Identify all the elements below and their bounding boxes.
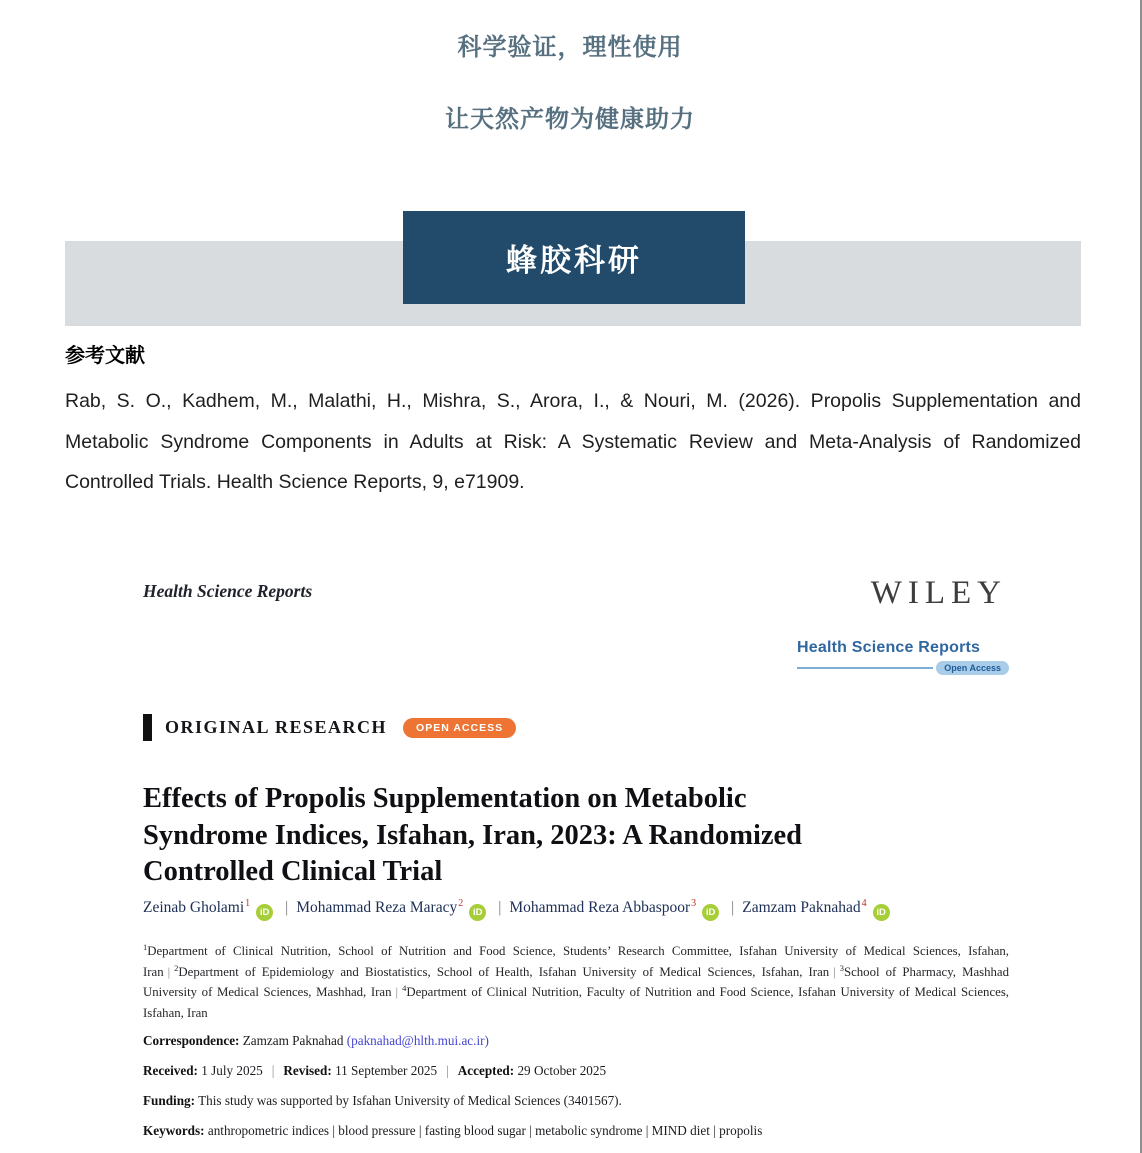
- date-label: Accepted:: [457, 1063, 515, 1078]
- orcid-icon[interactable]: iD: [256, 904, 273, 921]
- affiliation-separator: |: [395, 985, 399, 999]
- orcid-icon[interactable]: iD: [702, 904, 719, 921]
- paper-first-page: [143, 575, 1009, 1153]
- keywords-row: [143, 1123, 762, 1139]
- banner-title: 蜂胶科研: [506, 243, 642, 278]
- funding-label: Funding:: [143, 1093, 196, 1108]
- reference-section: [65, 339, 1081, 503]
- wiley-logo: WILEY: [870, 575, 1007, 611]
- affiliation-superscript: 4: [402, 983, 407, 993]
- author-name: Zamzam Paknahad: [742, 899, 861, 916]
- tagline-line-1: 科学验证，理性使用: [457, 34, 683, 61]
- article-type-row: [143, 714, 516, 741]
- author-separator: |: [731, 899, 735, 916]
- journal-brand-block: [797, 639, 1009, 675]
- article-type-label: ORIGINAL RESEARCH: [165, 717, 388, 737]
- correspondence-label: Correspondence:: [143, 1033, 240, 1048]
- affiliation-separator: |: [833, 964, 836, 979]
- keywords-text: anthropometric indices | blood pressure | fasting blood sugar | metabolic syndrome | MIND diet | propolis: [207, 1123, 763, 1138]
- authors-row: [143, 899, 894, 921]
- author-separator: |: [498, 899, 502, 916]
- author-superscript: 3: [691, 898, 697, 909]
- affiliation-superscript: 3: [839, 962, 844, 973]
- date-value: 1 July 2025: [201, 1063, 263, 1078]
- article-type-bar: [143, 714, 152, 741]
- author-superscript: 4: [861, 898, 867, 909]
- author-separator: |: [285, 899, 289, 916]
- date-value: 29 October 2025: [517, 1063, 607, 1078]
- journal-brand-rule: [797, 661, 1009, 675]
- author-superscript: 1: [245, 898, 251, 909]
- date-label: Revised:: [283, 1063, 332, 1078]
- author-superscript: 2: [458, 898, 464, 909]
- affiliation-superscript: 1: [143, 942, 148, 952]
- correspondence-name: Zamzam Paknahad: [242, 1033, 344, 1048]
- affiliation-text: Department of Clinical Nutrition, Faculty of Nutrition and Food Science, Isfahan University of Medical Sciences, Isfahan, Iran: [143, 985, 1009, 1020]
- affiliation-text: Department of Epidemiology and Biostatistics, School of Health, Isfahan University of Medical Sciences, Isfahan, Iran: [178, 964, 830, 979]
- banner-title-box: [403, 211, 745, 304]
- open-access-badge: Open Access: [936, 661, 1009, 675]
- keywords-label: Keywords:: [143, 1123, 205, 1138]
- journal-running-head: Health Science Reports: [143, 581, 313, 601]
- dates-separator: |: [271, 1063, 275, 1078]
- orcid-icon[interactable]: iD: [873, 904, 890, 921]
- reference-heading: 参考文献: [65, 345, 145, 367]
- paper-title-line: Syndrome Indices, Isfahan, Iran, 2023: A Randomized: [143, 819, 803, 851]
- author-name: Mohammad Reza Maracy: [296, 899, 458, 916]
- dates-separator: |: [446, 1063, 449, 1078]
- affiliation-text: School of Pharmacy, Mashhad University of Medical Sciences, Mashhad, Iran: [143, 964, 1009, 999]
- date-label: Received:: [143, 1063, 198, 1078]
- funding-row: [143, 1093, 622, 1109]
- affiliation-separator: |: [167, 964, 171, 979]
- date-value: 11 September 2025: [335, 1063, 438, 1078]
- author-name: Zeinab Gholami: [143, 899, 245, 916]
- affiliations: [143, 942, 1009, 1023]
- author-name: Mohammad Reza Abbaspoor: [509, 899, 691, 916]
- brand-underline: [797, 667, 933, 669]
- affiliation-superscript: 2: [174, 962, 179, 973]
- dates-row: [143, 1063, 606, 1079]
- tagline-line-2: 让天然产物为健康助力: [445, 106, 695, 133]
- reference-citation: Rab, S. O., Kadhem, M., Malathi, H., Mishra, S., Arora, I., & Nouri, M. (2026). Propolis Supplementation and Metabolic Syndrome Components in Adults at Risk: A Systematic Review and Meta-Analysis of Randomized Controlled Trials. Health Science Reports, 9, e71909.: [65, 390, 1081, 493]
- paper-title-line: Effects of Propolis Supplementation on Metabolic: [143, 783, 747, 814]
- orcid-icon[interactable]: iD: [469, 904, 486, 921]
- correspondence-email-link[interactable]: (paknahad@hlth.mui.ac.ir): [346, 1033, 489, 1048]
- correspondence-row: [143, 1033, 489, 1049]
- paper-title: [143, 781, 802, 891]
- journal-brand-name: Health Science Reports: [797, 639, 981, 656]
- open-access-pill: OPEN ACCESS: [403, 718, 516, 738]
- affiliation-text: Department of Clinical Nutrition, School of Nutrition and Food Science, Students’ Research Committee, Isfahan University of Medical Sciences, Isfahan, Iran: [143, 944, 1009, 979]
- funding-text: This study was supported by Isfahan University of Medical Sciences (3401567).: [198, 1093, 622, 1108]
- paper-title-line: Controlled Clinical Trial: [143, 856, 443, 887]
